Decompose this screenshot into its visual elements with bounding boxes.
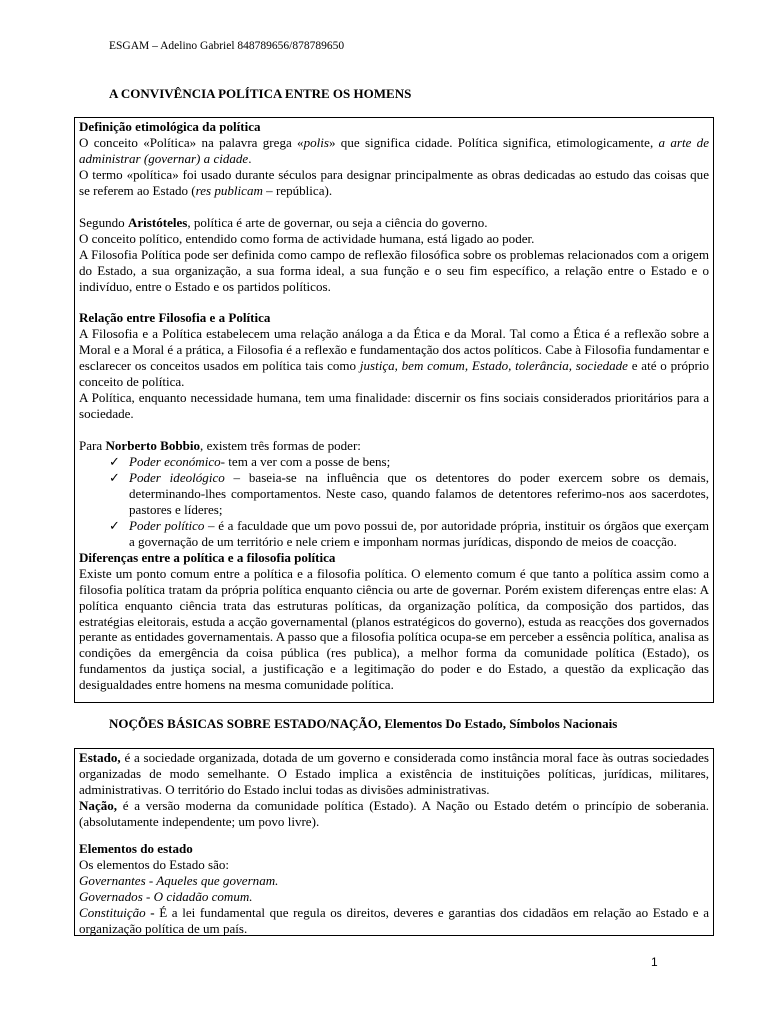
list-item-poder-economico: ✓ Poder económico- tem a ver com a posse de bens; [109, 453, 391, 469]
section-heading-elementos: Elementos do estado [79, 840, 193, 856]
check-icon: ✓ [109, 469, 120, 485]
content-box-estado [74, 748, 714, 936]
check-icon: ✓ [109, 517, 120, 533]
page-header: ESGAM – Adelino Gabriel 848789656/878789650 [109, 40, 345, 52]
paragraph-elementos-intro: Os elementos do Estado são: [79, 856, 230, 872]
element-governantes: Governantes - Aqueles que governam. [79, 872, 279, 888]
element-constituicao: Constituição - É a lei fundamental que regula os direitos, deveres e garantias dos cidadãos em relação ao Estado e a organização política de um país. [79, 904, 709, 936]
section-title-estado-nacao: NOÇÕES BÁSICAS SOBRE ESTADO/NAÇÃO, Elementos Do Estado, Símbolos Nacionais [109, 716, 618, 731]
paragraph-finalidade: A Política, enquanto necessidade humana, tem uma finalidade: discernir os fins sociais considerados prioritários para a sociedade. [79, 390, 709, 422]
paragraph-conceito-politico: O conceito político, entendido como forma de actividade humana, está ligado ao poder. [79, 230, 535, 246]
section-heading-etymology: Definição etimológica da política [79, 119, 261, 134]
list-item-poder-politico: ✓ Poder político – é a faculdade que um povo possui de, por autoridade própria, instituir os órgãos que exerçam a governação de um território e nele criem e imponham normas jurídicas, dispondo de meios de coacção. [109, 517, 709, 549]
paragraph-bobbio: Para Norberto Bobbio, existem três formas de poder: [79, 438, 361, 454]
paragraph-diferencas: Existe um ponto comum entre a política e a filosofia política. O elemento comum é que tanto a política assim como a filosofia política tratam da própria política enquanto ciência ou arte de governar. Porém existem diferenças entre elas: A política enquanto ciência trata das estruturas políticas, da organização política, da composição dos partidos, das estratégias eleitorais, estuda a acção governamental (planos estratégicos do governo), estuda as reacções dos governados perante as entidades governamentais. A passo que a filosofia política ocupa-se em perceber a essência política, analisa as condições da emergência da coisa pública (res publica), a melhor forma da comunidade política (Estado), os fundamentos da justiça social, a justificação e a legitimação do poder e do Estado, a questão da explicação das desigualdades entre homens na mesma comunidade política. [79, 565, 709, 693]
paragraph-aristoteles: Segundo Aristóteles, política é arte de governar, ou seja a ciência do governo. [79, 214, 488, 230]
paragraph-nacao: Nação, é a versão moderna da comunidade política (Estado). A Nação ou Estado detém o princípio de soberania. (absolutamente independente; um povo livre). [79, 797, 709, 829]
forms-of-power-list [79, 454, 709, 550]
paragraph-etica-moral: A Filosofia e a Política estabelecem uma relação análoga a da Ética e da Moral. Tal como a Ética é a reflexão sobre a Moral e a Moral é a prática, a Filosofia é a reflexão e fundamentação dos actos políticos. Cabe à Filosofia fundamentar e esclarecer os conceitos usados em política tais como justiça, bem comum, Estado, tolerância, sociedade e até o próprio conceito de política. [79, 326, 709, 390]
check-icon: ✓ [109, 453, 120, 469]
content-box-politics [74, 117, 714, 703]
page-number: 1 [651, 955, 658, 969]
paragraph-termo-politica: O termo «política» foi usado durante séculos para designar principalmente as obras dedicadas ao estudo das coisas que se referem ao Estado (res publicam – república). [79, 166, 709, 198]
element-governados: Governados - O cidadão comum. [79, 888, 253, 904]
paragraph-polis: O conceito «Política» na palavra grega «polis» que significa cidade. Política significa, etimologicamente, a arte de administrar (governar) a cidade. [79, 134, 709, 166]
paragraph-filosofia-politica: A Filosofia Política pode ser definida como campo de reflexão filosófica sobre os problemas relacionados com a origem do Estado, a sua organização, a sua forma ideal, a sua função e o seu fim específico, a relação entre o Estado e o indivíduo, entre o Estado e os partidos políticos. [79, 246, 709, 294]
section-heading-diferencas: Diferenças entre a política e a filosofia política [79, 549, 336, 565]
paragraph-estado: Estado, é a sociedade organizada, dotada de um governo e considerada como instância moral face às outras sociedades organizadas de modo semelhante. O Estado implica a existência de instituições políticas, jurídicas, militares, administrativas. O território do Estado inclui todas as divisões administrativas. [79, 750, 709, 797]
page-title: A CONVIVÊNCIA POLÍTICA ENTRE OS HOMENS [109, 86, 412, 101]
list-item-poder-ideologico: ✓ Poder ideológico – baseia-se na influência que os detentores do poder exercem sobre os demais, determinando-lhes comportamentos. Neste caso, quando falamos de detentores referimo-nos aos sacerdotes, pastores e líderes; [109, 469, 709, 517]
section-heading-relacao: Relação entre Filosofia e a Política [79, 310, 271, 326]
